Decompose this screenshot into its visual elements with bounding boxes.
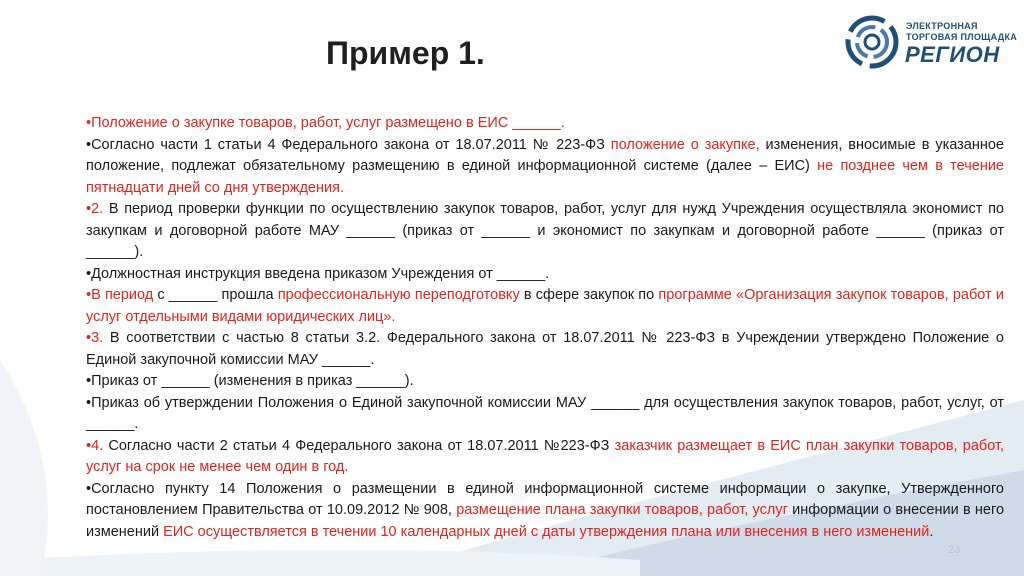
bullet: • (86, 136, 92, 153)
text-run: Согласно части 1 статьи 4 Федерального закона от 18.07.2011 № 223-ФЗ (91, 136, 611, 153)
text-run: Согласно части 2 статьи 4 Федерального закона от 18.07.2011 №223-ФЗ (103, 437, 615, 454)
text-run: В период проверки функции по осуществлению закупок товаров, работ, услуг для нужд Учреждения осуществляла экономист по закупкам и договорной работе МАУ ______ (приказ от ______ и экономист по закупкам и договорной работе ______ (приказ от ______). (86, 201, 1004, 260)
text-run: размещение плана закупки товаров, работ, услуг (456, 502, 788, 518)
paragraph (86, 199, 1004, 264)
text-run: 2. (91, 201, 104, 217)
text-run: Согласно пункту 14 Положения о размещении в единой информационной системе информации о закупке, Утвержденного постановлением Правительства от 10.09.2012 № 908, (86, 480, 1004, 518)
text-run: 4. (91, 437, 104, 454)
text-run: изменения, вносимые в указанное положение, подлежат обязательному размещению в единой информационной системе (далее – ЕИС) (86, 136, 1004, 174)
logo-swirl-icon (842, 12, 902, 72)
bullet: • (86, 394, 92, 411)
text-run: В период (91, 287, 154, 303)
text-run: положение о закупке, (610, 136, 760, 153)
text-run: Приказ от ______ (изменения в приказ ______). (91, 373, 414, 389)
slide-content (86, 113, 1004, 543)
bullet: • (86, 373, 92, 389)
text-run: Должностная инструкция введена приказом Учреждения от ______. (91, 265, 550, 282)
bullet: • (86, 115, 92, 131)
text-run: программе «Организация закупок товаров, работ и услуг отдельными видами юридических лиц». (86, 287, 1004, 325)
paragraph (86, 113, 1004, 135)
paragraph (86, 393, 1004, 436)
text-run: Приказ об утверждении Положения о Единой закупочной комиссии МАУ ______ для осуществления закупок товаров, работ, услуг, от ______. (86, 394, 1004, 432)
text-run: с ______ прошла (153, 287, 278, 303)
bullet: • (86, 480, 92, 497)
text-run: не позднее чем в течение пятнадцати дней со дня утверждения. (86, 158, 1004, 196)
paragraph (86, 479, 1004, 544)
text-run: профессиональную переподготовку (277, 287, 520, 303)
bullet: • (86, 265, 92, 282)
logo-line1: ЭЛЕКТРОННАЯ (906, 21, 978, 31)
text-run: Положение о закупке товаров, работ, услуг размещено в ЕИС ______. (91, 115, 565, 131)
text-run: заказчик размещает в ЕИС план закупки товаров, работ, услуг на срок не менее чем один в год. (86, 437, 1005, 475)
bullet: • (86, 201, 92, 217)
bullet: • (86, 437, 92, 454)
text-run: информации о внесении в него изменений (86, 502, 1005, 540)
paragraph (86, 264, 1004, 286)
logo (842, 12, 1018, 72)
text-run: в сфере закупок по (519, 287, 659, 303)
text-run: 3. (91, 330, 104, 346)
text-run: В соответствии с частью 8 статьи 3.2. Федерального закона от 18.07.2011 № 223-ФЗ в Учреждении утверждено Положение о Единой закупочной комиссии МАУ ______. (86, 330, 1004, 368)
page-number: 23 (948, 544, 961, 556)
paragraph (86, 328, 1004, 371)
paragraph (86, 371, 1004, 393)
paragraph (86, 436, 1004, 479)
paragraph (86, 285, 1004, 328)
bullet: • (86, 330, 92, 346)
text-run: . (929, 523, 934, 540)
logo-line2: ТОРГОВАЯ ПЛОЩАДКА (906, 32, 1018, 42)
bullet: • (86, 287, 92, 303)
paragraph (86, 135, 1004, 200)
text-run: ЕИС осуществляется в течении 10 календарных дней с даты утверждения плана или внесения в него изменений (163, 523, 930, 540)
slide-title: Пример 1. (326, 35, 485, 71)
logo-name: РЕГИОН (905, 42, 1000, 67)
